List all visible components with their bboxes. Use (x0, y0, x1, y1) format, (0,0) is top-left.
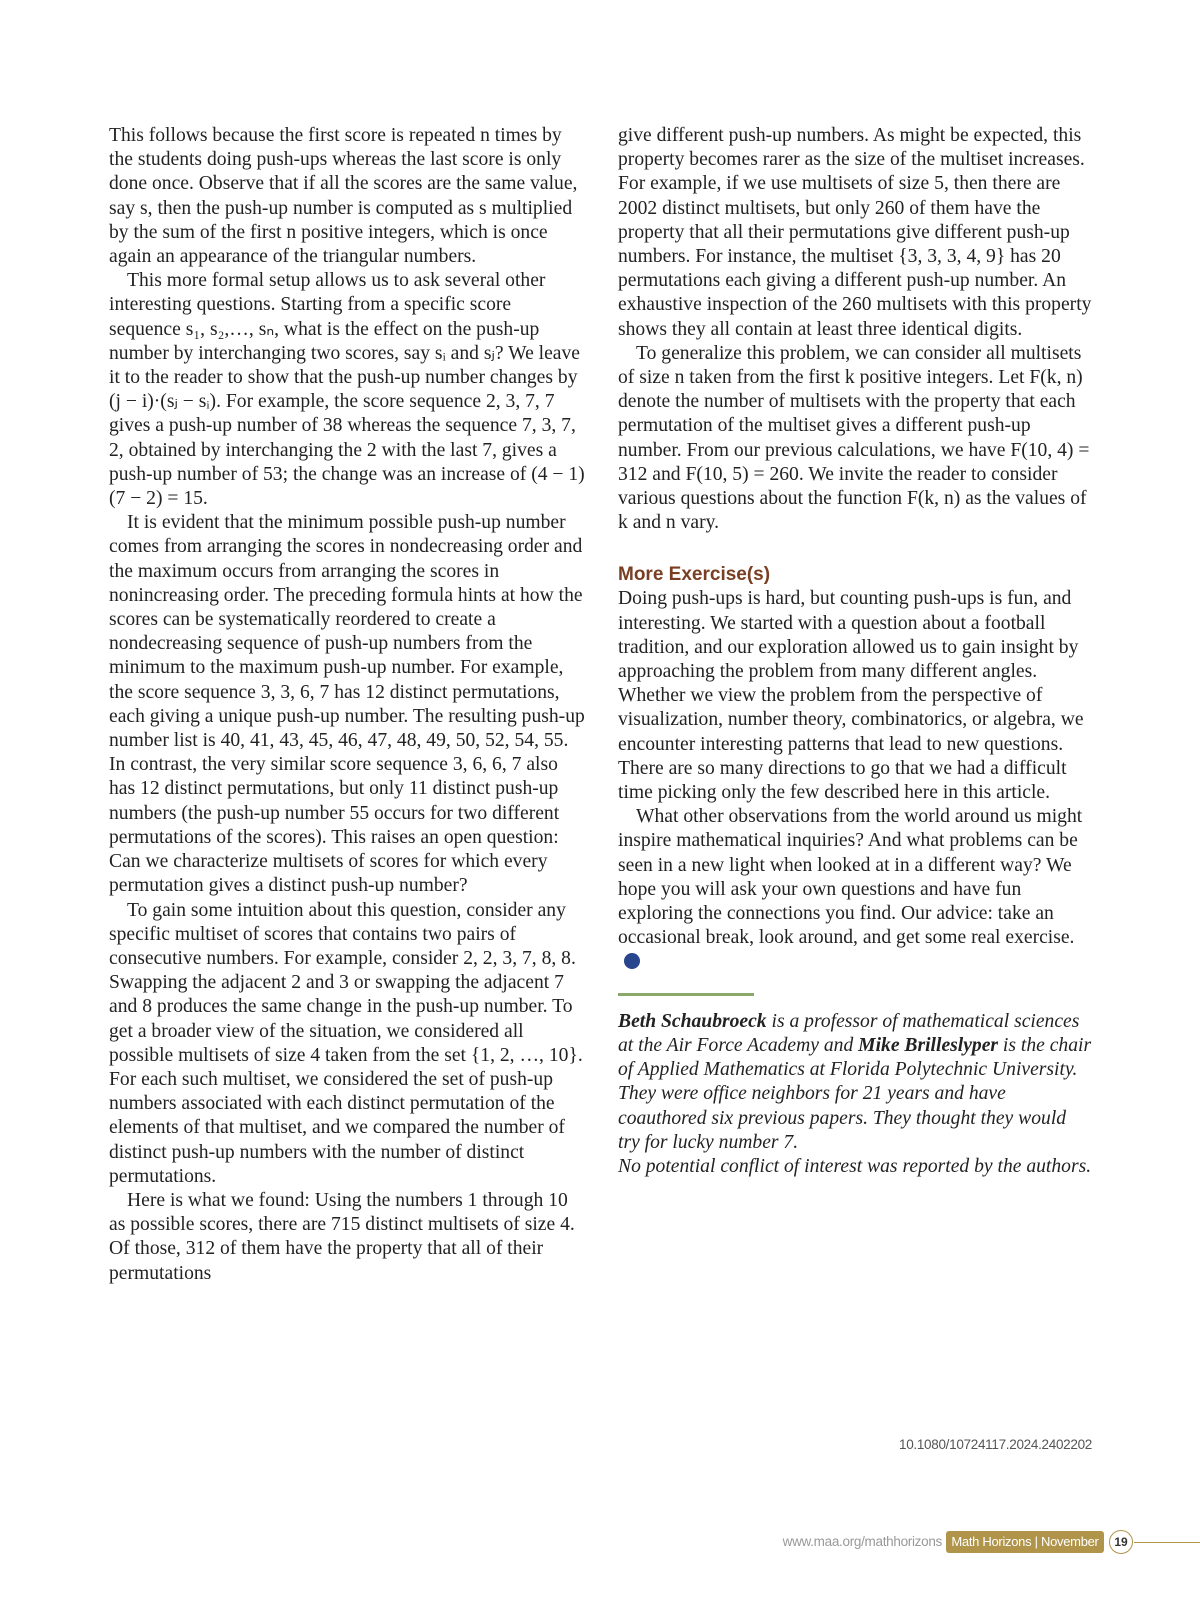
body-paragraph: Here is what we found: Using the numbers 1 through 10 as possible scores, there are 715 distinct multisets of size 4. Of those, 312 of them have the property that all of their permutations (109, 1189, 575, 1284)
body-paragraph: It is evident that the minimum possible push-up number comes from arranging the scores in nondecreasing order and the maximum occurs from arranging the scores in nonincreasing order. The preceding formula hints at how the scores can be systematically reordered to create a nondecreasing sequence of push-up numbers from the minimum to the maximum push-up number. For example, the score sequence 3, 3, 6, 7 has 12 distinct permutations, each giving a unique push-up number. The resulting push-up number list is 40, 41, 43, 45, 46, 47, 48, 49, 50, 52, 54, 55. In contrast, the very similar score sequence 3, 6, 6, 7 also has 12 distinct permutations, but only 11 distinct push-up numbers (the push-up number 55 occurs for two different permutations of the scores). This raises an open question: Can we characterize multisets of scores for which every permutation gives a distinct push-up number? (109, 512, 585, 897)
author-name: Beth Schaubroeck (618, 1010, 767, 1032)
footer-publication-badge: Math Horizons | November 2024 (946, 1531, 1104, 1553)
body-paragraph: This more formal setup allows us to ask several other interesting questions. Starting from a specific score sequence s₁, s₂,…, sₙ, what is the effect on the push-up number by interchanging two scores, say sᵢ and sⱼ? We leave it to the reader to show that the push-up number changes by (j − i)·(sⱼ − sᵢ). For example, the score sequence 2, 3, 7, 7 gives a push-up number of 38 whereas the sequence 7, 3, 7, 2, obtained by interchanging the 2 with the last 7, gives a push-up number of 53; the change was an increase of (4 − 1)(7 − 2) = 15. (109, 270, 585, 510)
closing-paragraph (618, 805, 1092, 974)
footer-url-link[interactable]: www.maa.org/mathhorizons (782, 1534, 942, 1549)
bio-text: is a professor of mathematical sciences at the Air Force Academy and (618, 1010, 1080, 1056)
bio-text: is the chair of Applied Mathematics at Florida Polytechnic University. They were office neighbors for 21 years and have coauthored six previous papers. They thought they would try for lucky number 7. (618, 1034, 1092, 1153)
end-of-article-icon (624, 953, 640, 969)
body-paragraph: Doing push-ups is hard, but counting push-ups is fun, and interesting. We started with a question about a football tradition, and our exploration allowed us to gain insight by approaching the problem from many different angles. Whether we view the problem from the perspective of visualization, number theory, combinatorics, or algebra, we encounter interesting patterns that lead to new questions. There are so many directions to go that we had a difficult time picking only the few described here in this article. (618, 588, 1084, 804)
left-column (109, 124, 585, 1286)
closing-paragraph-text: What other observations from the world around us might inspire mathematical inquiries? And what problems can be seen in a new light when looked at in a different way? We hope you will ask your own questions and have fun exploring the connections you find. Our advice: take an occasional break, look around, and get some real exercise. (618, 806, 1083, 949)
body-paragraph: To gain some intuition about this question, consider any specific multiset of scores that contains two pairs of consecutive numbers. For example, consider 2, 2, 3, 7, 8, 8. Swapping the adjacent 2 and 3 or swapping the adjacent 7 and 8 produces the same change in the push-up number. To get a broader view of the situation, we considered all possible multisets of size 4 taken from the set {1, 2, …, 10}. For each such multiset, we considered the set of push-up numbers associated with each distinct permutation of the elements of that multiset, and we compared the number of distinct push-up numbers with the number of distinct permutations. (109, 899, 583, 1187)
body-paragraph: This follows because the first score is repeated n times by the students doing push-ups whereas the last score is only done once. Observe that if all the scores are the same value, say s, then the push-up number is computed as s multiplied by the sum of the first n positive integers, which is once again an appearance of the triangular numbers. (109, 125, 578, 268)
doi-link[interactable]: 10.1080/10724117.2024.2402202 (898, 1437, 1092, 1452)
spacer (618, 535, 1092, 555)
body-paragraph: give different push-up numbers. As might be expected, this property becomes rarer as the size of the multiset increases. For example, if we use multisets of size 5, then there are 2002 distinct multisets, but only 260 of them have the property that all their permutations give different push-up numbers. For instance, the multiset {3, 3, 3, 4, 9} has 20 permutations each giving a different push-up number. An exhaustive inspection of the 260 multisets with this property shows they all contain at least three identical digits. (618, 125, 1092, 340)
author-name: Mike Brilleslyper (858, 1034, 999, 1056)
conflict-disclaimer: No potential conflict of interest was reported by the authors. (618, 1155, 1092, 1177)
right-column (618, 124, 1092, 1179)
divider (618, 993, 754, 996)
body-paragraph: To generalize this problem, we can consider all multisets of size n taken from the first k positive integers. Let F(k, n) denote the number of multisets with the property that each permutation of the multiset gives a different push-up number. From our previous calculations, we have F(10, 4) = 312 and F(10, 5) = 260. We invite the reader to consider various questions about the function F(k, n) as the values of k and n vary. (618, 342, 1090, 534)
footer-rule (1134, 1542, 1200, 1543)
page-number: 19 (1109, 1530, 1133, 1554)
author-bio (618, 1010, 1092, 1155)
section-heading: More Exercise(s) (618, 564, 771, 586)
